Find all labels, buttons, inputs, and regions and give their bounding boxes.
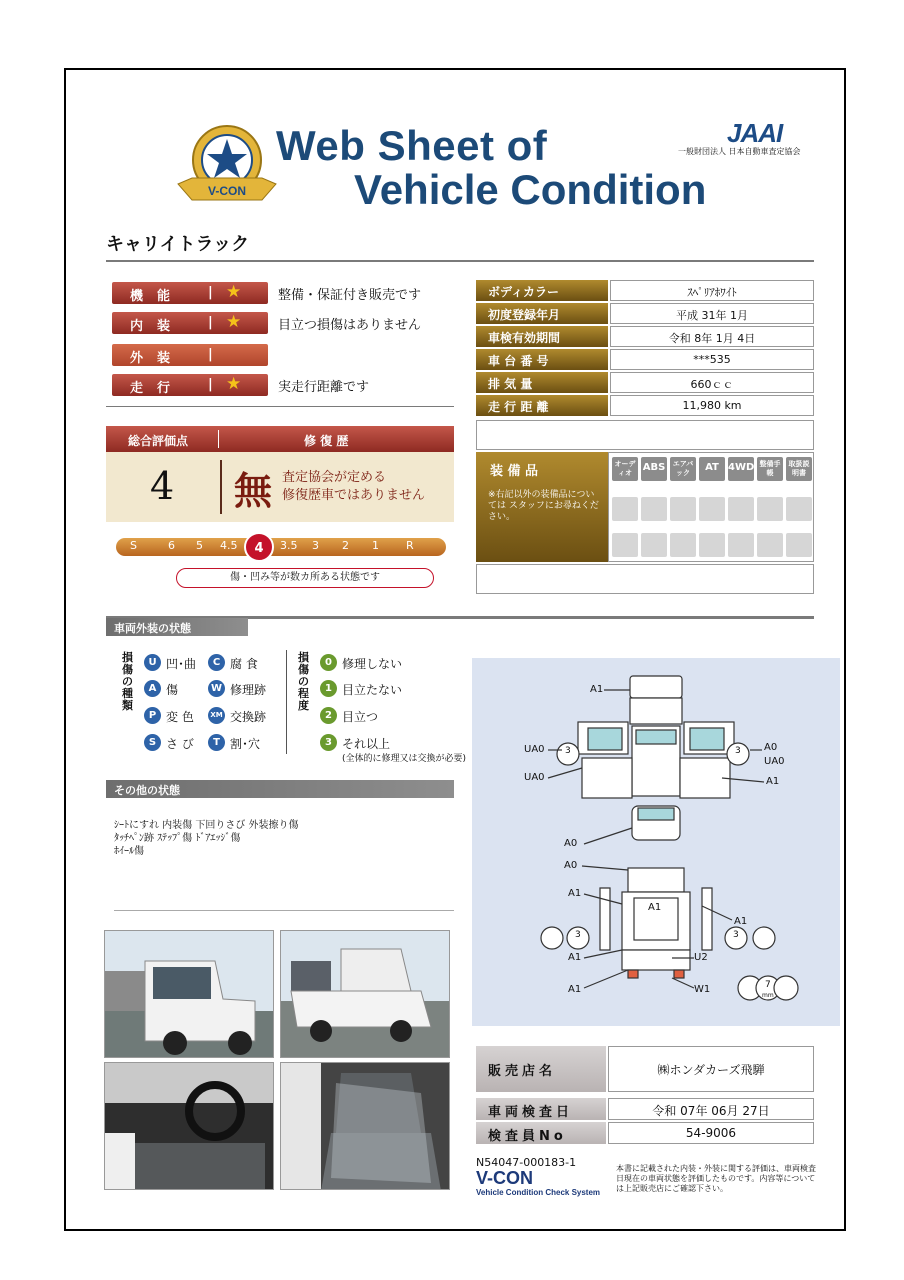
diagram-label: A0 (564, 838, 578, 849)
damage-text: さ び (166, 737, 194, 751)
equip-4wd: 4WD (728, 457, 754, 481)
repair-history-value: 無 (234, 468, 273, 513)
level-text: 目立つ (342, 710, 379, 724)
spec-value: ｽﾍﾟﾘｱﾎﾜｲﾄ (610, 280, 814, 301)
diagram-label: A1 (568, 888, 582, 899)
rating-text: 実走行距離です (278, 380, 370, 395)
equip-abs: ABS (641, 457, 667, 481)
level-code: 1 (320, 680, 337, 697)
inspection-date-label: 車両検査日 (476, 1098, 606, 1120)
score-body (106, 452, 454, 522)
photo-rear[interactable] (280, 930, 450, 1058)
sheet-number: N54047-000183-1 (476, 1156, 577, 1169)
damage-code: T (208, 734, 225, 751)
vehicle-name: キャリイトラック (106, 234, 250, 255)
spec-label: 走 行 距 離 (476, 395, 608, 416)
grade-mark: 3 (312, 539, 319, 552)
level-text: 目立たない (342, 683, 403, 697)
rating-label: 内装 (130, 319, 185, 334)
damage-text: 修理跡 (230, 683, 267, 697)
other-section-title: その他の状態 (106, 780, 454, 798)
equip-service-book: 整備手帳 (757, 457, 783, 481)
rating-row-function: 機能 | ★ (112, 282, 268, 304)
other-line1: ｼｰﾄにすれ 内装傷 下回りさび 外装擦り傷 (114, 820, 299, 831)
spec-label: 車 台 番 号 (476, 349, 608, 370)
spec-value: 11,980 km (610, 395, 814, 416)
size-mark: 3 (735, 746, 741, 756)
level-text: それ以上 (342, 737, 391, 751)
diagram-label: A1 (766, 776, 780, 787)
other-line2: ﾀｯﾁﾍﾟﾝ跡 ｽﾃｯﾌﾟ傷 ﾄﾞｱｴｯｼﾞ傷 (114, 833, 241, 844)
equipment-header (476, 452, 608, 562)
rating-label: 走行 (130, 381, 185, 396)
repair-history-label: 修 復 歴 (304, 434, 349, 448)
diagram-label: A1 (648, 902, 662, 913)
equip-audio: オーディオ (612, 457, 638, 481)
photo-interior-seat[interactable] (280, 1062, 450, 1190)
size-unit: mm (762, 992, 774, 999)
damage-type-label: 損傷の種類 (122, 651, 133, 712)
equipment-grid (608, 452, 814, 562)
size-mark: 3 (575, 930, 581, 940)
damage-code: C (208, 654, 225, 671)
score-header (106, 426, 454, 452)
overall-score: 4 (150, 464, 175, 508)
damage-text: 傷 (166, 683, 179, 697)
star-icon: ★ (226, 312, 242, 332)
badge-text: V-CON (207, 184, 247, 198)
spec-value: 令和 8年 1月 4日 (610, 326, 814, 347)
disclaimer: 本書に記載された内装・外装に関する評価は、車両検査日現在の車両状態を評価したものです。内容等については上記販売店にご確認下さい。 (616, 1164, 816, 1193)
size-mark: 3 (565, 746, 571, 756)
grade-mark: 4.5 (220, 539, 238, 552)
rating-row-exterior: 外装 | (112, 344, 268, 366)
grade-mark: S (130, 539, 137, 552)
org-name: 一般財団法人 日本自動車査定協会 (678, 147, 801, 156)
level-note: (全体的に修理又は交換が必要) (342, 754, 467, 764)
shop-value: ㈱ホンダカーズ飛騨 (608, 1046, 814, 1092)
equipment-label: 装 備 品 (490, 464, 539, 479)
spec-label: 排 気 量 (476, 372, 608, 393)
size-mark: 3 (733, 930, 739, 940)
spec-value: 660ｃｃ (610, 372, 814, 393)
diagram-label: UA0 (524, 772, 545, 783)
other-line3: ﾎｲｰﾙ傷 (114, 846, 144, 857)
title-line1: Web Sheet of (276, 122, 548, 169)
damage-text: 腐 食 (230, 657, 258, 671)
blank-row (476, 420, 814, 450)
spec-label: 車検有効期間 (476, 326, 608, 347)
damage-diagram (472, 658, 840, 1026)
grade-mark: 1 (372, 539, 379, 552)
rating-text: 目立つ損傷はありません (278, 318, 422, 333)
diagram-label: U2 (694, 952, 708, 963)
damage-text: 割･穴 (230, 737, 261, 751)
vehicle-outline-icon (472, 658, 840, 1026)
equip-at: AT (699, 457, 725, 481)
inspector-label: 検査員No (476, 1122, 606, 1144)
diagram-label: A0 (564, 860, 578, 871)
divider (106, 406, 454, 407)
level-text: 修理しない (342, 657, 403, 671)
equipment-note: ※右記以外の装備品については スタッフにお尋ねください。 (488, 490, 599, 522)
level-code: 2 (320, 707, 337, 724)
shop-label: 販売店名 (476, 1046, 606, 1092)
photo-front[interactable] (104, 930, 274, 1058)
inspection-date-value: 令和 07年 06月 27日 (608, 1098, 814, 1120)
damage-code: A (144, 680, 161, 697)
blank-row (476, 564, 814, 594)
grade-mark: 6 (168, 539, 175, 552)
diagram-label: A0 (764, 742, 778, 753)
grade-selected: 4 (244, 532, 274, 562)
grade-mark: 2 (342, 539, 349, 552)
photo-interior-dash[interactable] (104, 1062, 274, 1190)
diagram-label: A1 (734, 916, 748, 927)
level-code: 0 (320, 654, 337, 671)
diagram-label: A1 (590, 684, 604, 695)
grade-scale (116, 538, 446, 556)
rating-text: 整備・保証付き販売です (278, 288, 422, 303)
damage-code: P (144, 707, 161, 724)
vcon-logo-sub: Vehicle Condition Check System (476, 1188, 601, 1197)
damage-text: 凹･曲 (166, 657, 197, 671)
level-code: 3 (320, 734, 337, 751)
grade-mark: 3.5 (280, 539, 298, 552)
equip-airbag: エアバック (670, 457, 696, 481)
damage-code: XM (208, 707, 225, 724)
damage-text: 変 色 (166, 710, 194, 724)
spec-value: ***535 (610, 349, 814, 370)
size-mark: 7 (765, 980, 771, 990)
history-text-2: 修復歴車ではありません (282, 488, 426, 503)
damage-level-label: 損傷の程度 (298, 651, 309, 712)
star-icon: ★ (226, 374, 242, 394)
damage-text: 交換跡 (230, 710, 267, 724)
vehicle-condition-sheet (64, 68, 846, 1231)
divider (106, 260, 814, 262)
rating-label: 機能 (130, 289, 185, 304)
diagram-label: A1 (568, 952, 582, 963)
star-icon: ★ (226, 282, 242, 302)
spec-label: ボディカラー (476, 280, 608, 301)
rating-row-interior: 内装 | ★ (112, 312, 268, 334)
diagram-label: W1 (694, 984, 711, 995)
history-text-1: 査定協会が定める (282, 470, 387, 485)
diagram-label: UA0 (524, 744, 545, 755)
vcon-logo: V-CON (476, 1168, 534, 1188)
inspector-value: 54-9006 (608, 1122, 814, 1144)
diagram-label: UA0 (764, 756, 785, 767)
grade-note: 傷・凹み等が数カ所ある状態です (176, 568, 434, 588)
diagram-label: A1 (568, 984, 582, 995)
jaai-logo: JAAI (727, 118, 783, 148)
damage-code: U (144, 654, 161, 671)
damage-code: S (144, 734, 161, 751)
rating-label: 外装 (130, 351, 185, 366)
exterior-section-title: 車両外装の状態 (106, 618, 248, 636)
grade-mark: 5 (196, 539, 203, 552)
rating-row-mileage: 走行 | ★ (112, 374, 268, 396)
damage-code: W (208, 680, 225, 697)
spec-label: 初度登録年月 (476, 303, 608, 324)
vcon-badge-icon (174, 124, 280, 210)
grade-mark: R (406, 539, 414, 552)
overall-score-label: 総合評価点 (128, 434, 189, 448)
title-line2: Vehicle Condition (354, 166, 707, 213)
equip-manual: 取扱説明書 (786, 457, 812, 481)
spec-value: 平成 31年 1月 (610, 303, 814, 324)
